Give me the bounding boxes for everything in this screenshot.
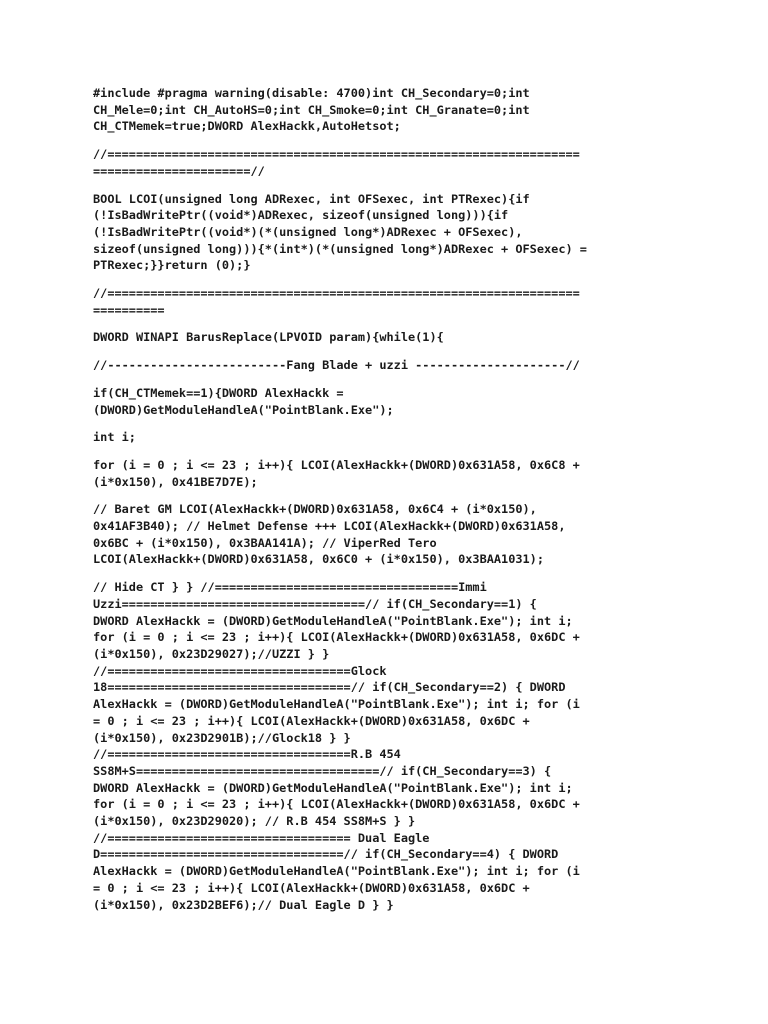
code-paragraph-secondary-weapons: // Hide CT } } //==================================Immi Uzzi==================================// if(CH_Secondary==1) { DWORD AlexHackk = (DWORD)GetModuleHandleA("PointBlank.Exe"); int i; for (i = 0 ; i <= 23 ; i++){ LCOI(AlexHackk+(DWORD)0x631A58, 0x6DC + (i*0x150), 0x23D29027);//UZZI } } //==================================Glock 18==================================// if(CH_Secondary==2) { DWORD AlexHackk = (DWORD)GetModuleHandleA("PointBlank.Exe"); int i; for (i = 0 ; i <= 23 ; i++){ LCOI(AlexHackk+(DWORD)0x631A58, 0x6DC + (i*0x150), 0x23D2901B);//Glock18 } } //==================================R.B 454 SS8M+S==================================// if(CH_Secondary==3) { DWORD AlexHackk = (DWORD)GetModuleHandleA("PointBlank.Exe"); int i; for (i = 0 ; i <= 23 ; i++){ LCOI(AlexHackk+(DWORD)0x631A58, 0x6DC + (i*0x150), 0x23D29020); // R.B 454 SS8M+S } } //================================== Dual Eagle D==================================// if(CH_Secondary==4) { DWORD AlexHackk = (DWORD)GetModuleHandleA("PointBlank.Exe"); int i; for (i = 0 ; i <= 23 ; i++){ LCOI(AlexHackk+(DWORD)0x631A58, 0x6DC + (i*0x150), 0x23D2BEF6);// Dual Eagle D } } (93, 580, 580, 912)
code-paragraph-includes: #include #pragma warning(disable: 4700)int CH_Secondary=0;int CH_Mele=0;int CH_AutoHS=0;int CH_Smoke=0;int CH_Granate=0;int CH_CTMemek=true;DWORD AlexHackk,AutoHetsot; (93, 86, 530, 134)
code-paragraph-barus-replace: DWORD WINAPI BarusReplace(LPVOID param){while(1){ (93, 330, 444, 345)
code-paragraph-ct-memek: if(CH_CTMemek==1){DWORD AlexHackk = (DWORD)GetModuleHandleA("PointBlank.Exe"); (93, 385, 394, 417)
code-paragraph-baret-helmet-viper: // Baret GM LCOI(AlexHackk+(DWORD)0x631A58, 0x6C4 + (i*0x150), 0x41AF3B40); // Helmet Defense +++ LCOI(AlexHackk+(DWORD)0x631A58, 0x6BC + (i*0x150), 0x3BAA141A); // ViperRed Tero LCOI(AlexHackk+(DWORD)0x631A58, 0x6C0 + (i*0x150), 0x3BAA1031); (93, 502, 566, 567)
code-paragraph-separator-1: //================================================================== ======================// (93, 147, 580, 178)
code-paragraph-fang-blade-comment: //-------------------------Fang Blade + uzzi ---------------------// (93, 358, 580, 373)
code-paragraph-lcoi-function: BOOL LCOI(unsigned long ADRexec, int OFSexec, int PTRexec){if (!IsBadWritePtr((void*)ADRexec, sizeof(unsigned long))){if (!IsBadWritePtr((void*)(*(unsigned long*)ADRexec + OFSexec), sizeof(unsigned long))){*(int*)(*(unsigned long*)ADRexec + OFSexec) = PTRexec;}}return (0);} (93, 191, 587, 273)
code-listing (93, 85, 683, 913)
code-paragraph-for-loop: for (i = 0 ; i <= 23 ; i++){ LCOI(AlexHackk+(DWORD)0x631A58, 0x6C8 + (i*0x150), 0x41BE7D7E); (93, 457, 580, 489)
code-paragraph-int-i: int i; (93, 430, 136, 445)
code-paragraph-separator-2: //================================================================== ========== (93, 286, 580, 317)
